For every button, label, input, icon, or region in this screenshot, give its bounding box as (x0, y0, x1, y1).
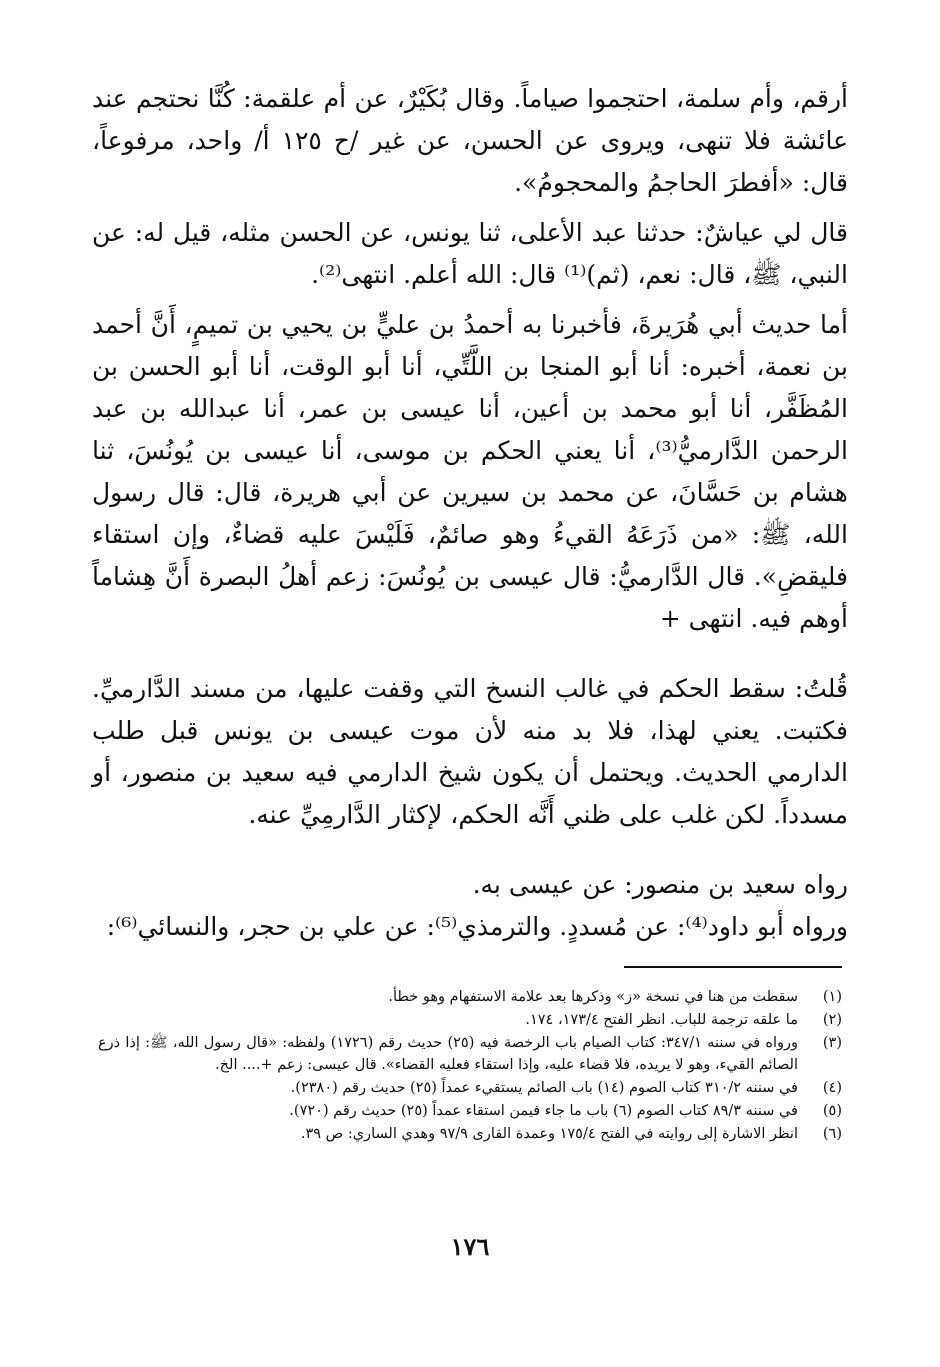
footnote-text: انظر الاشارة إلى روايته في الفتح ١٧٥/٤ وعمدة القارى ٩٧/٩ وهدي الساري: ص ٣٩. (300, 1126, 798, 1142)
paragraph-6: ورواه أبو داود⁽⁴⁾: عن مُسددٍ. والترمذي⁽⁵⁾: عن علي بن حجر، والنسائي⁽⁶⁾: (106, 912, 848, 941)
footnote-text: ما علقه ترجمة للباب. انظر الفتح ١٧٣/٤، ١٧٤. (525, 1012, 798, 1028)
footnote-number: (٦) (822, 1126, 842, 1142)
footnote-item (98, 1009, 842, 1031)
paragraph-3: أما حديث أبي هُرَيرةَ، فأخبرنا به أحمدُ بن عليٍّ بن يحيي بن تميمٍ، أَنَّ أحمد بن نعمة، أخبره: أنا أبو المنجا بن اللَّتِّي، أنا أبو الوقت، أنا أبو الحسن بن المُظَفَّر، أنا أبو محمد بن أعين، أنا عيسى بن عمر، أنا عبدالله بن عبد الرحمن الدَّارميُّ⁽³⁾، أنا يعني الحكم بن موسى، أنا عيسى بن يُونُسَ، ثنا هشام بن حَسَّانَ، عن محمد بن سيرين عن أبي هريرة، قال: قال رسول الله، ﷺ: «من ذَرَعَهُ القيءُ وهو صائمٌ، فَلَيْسَ عليه قضاءٌ، وإن استقاء فليقضِ». قال الدَّارميُّ: قال عيسى بن يُونُسَ: زعم أهلُ البصرة أَنَّ هِشاماً أوهم فيه. انتهى + (92, 310, 848, 633)
footnote-item (98, 1032, 842, 1076)
footnotes-section (98, 986, 842, 1146)
footnote-number: (٥) (822, 1103, 842, 1119)
paragraph-1: أرقم، وأم سلمة، احتجموا صياماً. وقال بُكَيْرٌ، عن أم علقمة: كُنَّا نحتجم عند عائشة فلا تنهى، ويروى عن الحسن، عن غير /ح ١٢٥ أ/ واحد، مرفوعاً، قال: «أفطرَ الحاجمُ والمحجومُ». (92, 84, 848, 197)
footnote-text: سقطت من هنا في نسخة «ز» وذكرها بعد علامة الاستفهام وهو خطأ. (388, 989, 798, 1005)
footnote-item (98, 1100, 842, 1122)
footnote-item (98, 1123, 842, 1145)
footnote-number: (١) (822, 989, 842, 1005)
main-text-block (92, 78, 848, 948)
page-number: ١٧٦ (450, 1232, 490, 1261)
footnote-text: ورواه في سننه ٣٤٧/١: كتاب الصيام باب الرخصة فيه (٢٥) حديث رقم (١٧٢٦) ولفظه: «قال رسول الله، ﷺ: إذا ذرع الصائم القيء، وهو لا يريده، فلا قضاء عليه، وإذا استقاء فعليه القضاء». قال عيسى: زعم +.... الخ. (98, 1035, 799, 1073)
footnote-number: (٢) (822, 1012, 842, 1028)
footnote-item (98, 986, 842, 1008)
paragraph-2: قال لي عياشٌ: حدثنا عبد الأعلى، ثنا يونس، عن الحسن مثله، قيل له: عن النبي، ﷺ، قال: نعم، (ثم)⁽¹⁾ قال: الله أعلم. انتهى⁽²⁾. (92, 218, 848, 289)
footnote-number: (٤) (822, 1080, 842, 1096)
footnote-text: في سننه ٨٩/٣ كتاب الصوم (٦) باب ما جاء فيمن استقاء عمداً (٢٥) حديث رقم (٧٢٠). (289, 1103, 798, 1119)
footnote-divider (624, 966, 842, 968)
footnote-item (98, 1077, 842, 1099)
footnote-number: (٣) (822, 1035, 842, 1051)
paragraph-5: رواه سعيد بن منصور: عن عيسى به. (472, 870, 848, 899)
paragraph-4: قُلتُ: سقط الحكم في غالب النسخ التي وقفت عليها، من مسند الدَّارميِّ. فكتبت. يعني لهذا، فلا بد منه لأن موت عيسى بن يونس قبل طلب الدارمي الحديث. ويحتمل أن يكون شيخ الدارمي فيه سعيد بن منصور، أو مسدداً. لكن غلب على ظني أَنَّه الحكم، لإكثار الدَّارمِيِّ عنه. (92, 674, 848, 829)
footnote-text: في سننه ٣١٠/٢ كتاب الصوم (١٤) باب الصائم يستقيء عمداً (٢٥) حديث رقم (٢٣٨٠). (290, 1080, 798, 1096)
